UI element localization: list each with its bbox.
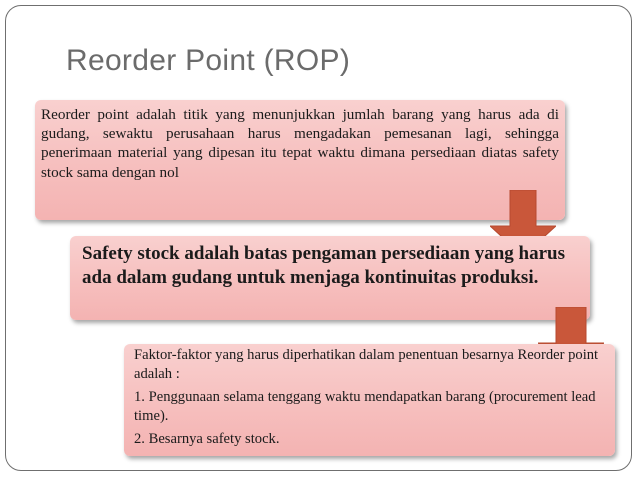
safety-stock-definition-box: Safety stock adalah batas pengaman persediaan yang harus ada dalam gudang untuk menjaga kontinuitas produksi. <box>70 236 590 320</box>
reorder-point-definition-box: Reorder point adalah titik yang menunjukkan jumlah barang yang harus ada di gudang, sewaktu perusahaan harus mengadakan pemesanan lagi, sehingga penerimaan material yang dipesan itu tepat waktu dimana persediaan diatas safety stock sama dengan nol <box>35 100 565 220</box>
factor-item: 1. Penggunaan selama tenggang waktu mendapatkan barang (procurement lead time). <box>134 389 596 424</box>
factors-heading: Faktor-faktor yang harus diperhatikan dalam penentuan besarnya Reorder point adalah : <box>134 347 599 382</box>
factor-item: 2. Besarnya safety stock. <box>134 431 280 447</box>
slide-title: Reorder Point (ROP) <box>66 44 351 77</box>
reorder-factors-box <box>124 344 615 456</box>
